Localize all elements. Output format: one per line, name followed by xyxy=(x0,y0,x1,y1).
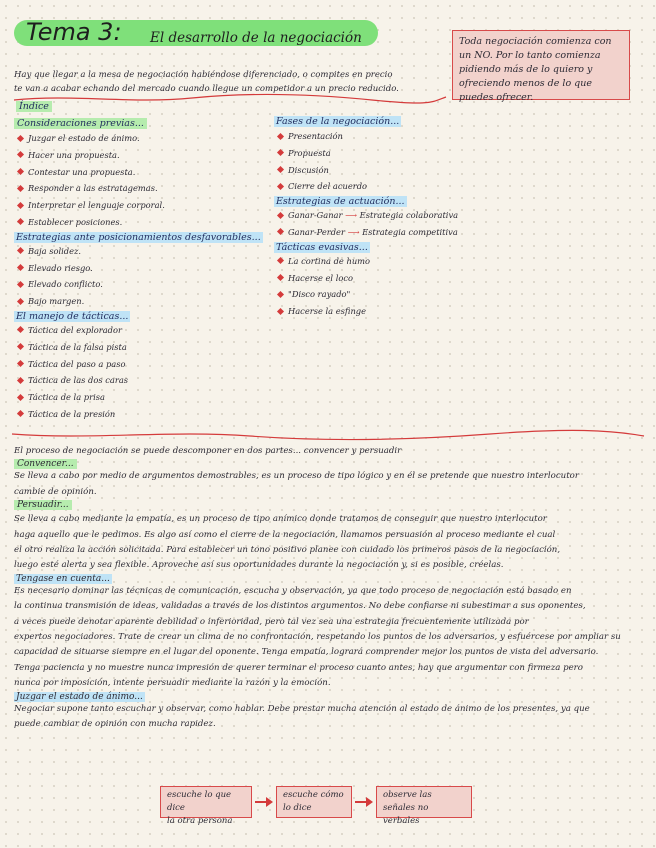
bullet-icon xyxy=(17,247,24,254)
bullet-icon xyxy=(17,377,24,384)
text-line: Se lleva a cabo por medio de argumentos demostrables, es un proceso de tipo lógico y en él se pretende que nuestro interlocutor xyxy=(14,471,579,482)
list-item: "Disco rayado" xyxy=(274,286,514,303)
list-item: Táctica del explorador xyxy=(14,322,264,339)
intro-line: Hay que llegar a la mesa de negociación habiéndose diferenciado, o compites en precio xyxy=(14,70,393,80)
list-item: Cierre del acuerdo xyxy=(274,178,514,195)
text-line: Negociar supone tanto escuchar y observar, como hablar. Debe prestar mucha atención al estado de ánimo de los presentes, ya que xyxy=(14,703,590,714)
list-item: Presentación xyxy=(274,128,514,145)
bullet-icon xyxy=(17,326,24,333)
list-item: Táctica de la prisa xyxy=(14,389,264,406)
wavy-divider xyxy=(12,92,448,106)
arrow-right-icon xyxy=(354,796,374,808)
list-item: Baja solidez. xyxy=(14,243,264,260)
bullet-icon xyxy=(17,134,24,141)
bullet-icon xyxy=(277,228,284,235)
section-heading: Consideraciones previas... xyxy=(14,118,264,129)
block-heading: Convencer... xyxy=(14,459,640,469)
text-line: Se lleva a cabo mediante la empatía, es un proceso de tipo anímico donde tratamos de conseguir que nuestro interlocutor xyxy=(14,514,547,525)
text-line: Es necesario dominar las técnicas de comunicación, escucha y observación, ya que todo proceso de negociación está basado en xyxy=(14,585,572,596)
list-item: Bajo margen. xyxy=(14,293,264,310)
list-item: Hacerse la esfinge xyxy=(274,303,514,320)
text-line: a veces puede denotar aparente debilidad o inferioridad, pero tal vez sea una estrategia frecuentemente utilizada por xyxy=(14,616,529,627)
list-item: Discusión xyxy=(274,162,514,179)
body-intro-line: El proceso de negociación se puede descomponer en dos partes... convencer y persuadir xyxy=(14,446,402,456)
text-line: capacidad de situarse siempre en el lugar del oponente. Tenga empatía, logrará comprender mejor los puntos de vista del adversario. xyxy=(14,647,599,658)
text-line: luego esté alerta y sea flexible. Aproveche así sus oportunidades durante la negociación y, si es posible, créelas. xyxy=(14,560,504,571)
list-item: Ganar-Perder ⟶ Estrategia competitiva xyxy=(274,224,514,241)
bullet-list xyxy=(14,322,264,423)
block-text xyxy=(14,512,640,574)
list-item: Propuesta xyxy=(274,145,514,162)
text-line: expertos negociadores. Trate de crear un clima de no confrontación, respetando los puntos de los adversarios, y esfuércese por ampliar su xyxy=(14,632,621,643)
flow-step-observe: observe las señales no verbales xyxy=(376,786,472,818)
bullet-icon xyxy=(277,166,284,173)
list-item: Elevado riesgo. xyxy=(14,260,264,277)
text-line: el otro realiza la acción solicitada. Para establecer un tono positivo planee con cuidado los primeros pasos de la negociación, xyxy=(14,545,561,556)
bullet-icon xyxy=(17,264,24,271)
bullet-icon xyxy=(277,291,284,298)
section-heading: Fases de la negociación... xyxy=(276,116,400,127)
page-title: Tema 3: xyxy=(26,18,122,46)
list-item: Ganar-Ganar ⟶ Estrategia colaborativa xyxy=(274,207,514,224)
section-heading: Tácticas evasivas... xyxy=(276,241,368,253)
text-line: puede cambiar de opinión con mucha rapidez. xyxy=(14,719,216,730)
text-line: Tenga paciencia y no muestre nunca impresión de querer terminar el proceso cuanto antes, hay que argumentar con firmeza pero xyxy=(14,662,583,673)
bullet-icon xyxy=(277,183,284,190)
block-heading: Tengase en cuenta... xyxy=(16,573,110,584)
block-heading: Persuadir... xyxy=(14,500,640,510)
bullet-icon xyxy=(277,132,284,139)
list-item: Interpretar el lenguaje corporal. xyxy=(14,197,264,214)
list-item: Táctica de las dos caras xyxy=(14,372,264,389)
list-item: Táctica de la falsa pista xyxy=(14,339,264,356)
bullet-icon xyxy=(277,274,284,281)
block-heading: Juzgar el estado de ánimo... xyxy=(16,691,143,702)
section-heading: Estrategias ante posicionamientos desfavorables... xyxy=(16,231,261,243)
section-heading: Estrategias de actuación... xyxy=(276,196,405,208)
text-line: la continua transmisión de ideas, validadas a través de los distintos argumentos. No debe confiarse ni subestimar a sus oponentes, xyxy=(14,601,586,612)
bullet-icon xyxy=(17,151,24,158)
list-item: Responder a las estratagemas. xyxy=(14,180,264,197)
bullet-icon xyxy=(17,202,24,209)
bullet-icon xyxy=(17,185,24,192)
arrow-icon: ⟶ xyxy=(345,210,358,221)
index-right-column xyxy=(274,116,514,320)
list-item: Hacerse el loco xyxy=(274,270,514,287)
list-item: Táctica del paso a paso xyxy=(14,356,264,373)
bullet-list xyxy=(274,128,514,195)
index-label: Índice xyxy=(16,101,52,112)
flow-step-how: escuche cómo lo dice xyxy=(276,786,352,818)
block-text xyxy=(14,469,640,500)
bullet-icon xyxy=(17,394,24,401)
arrow-icon: ⟶ xyxy=(347,226,360,237)
block-text xyxy=(14,584,640,692)
intro-line: te van a acabar echando del mercado cuando llegue un competidor a un precio reducido. xyxy=(14,84,399,94)
text-line: cambie de opinión. xyxy=(14,486,97,497)
flow-step-listen: escuche lo que dice la otra persona xyxy=(160,786,252,818)
bullet-icon xyxy=(277,308,284,315)
bullet-list xyxy=(274,207,514,241)
bullet-icon xyxy=(17,168,24,175)
arrow-right-icon xyxy=(254,796,274,808)
body-section xyxy=(14,444,640,733)
text-line: haga aquello que le pedimos. Es algo así como el cierre de la negociación, llamamos persuasión al proceso mediante el cual xyxy=(14,529,556,540)
text-line: nunca por imposición, intente persuadir mediante la razón y la emoción. xyxy=(14,678,331,689)
list-item: La cortina de humo xyxy=(274,253,514,270)
bullet-icon xyxy=(17,298,24,305)
bullet-icon xyxy=(17,343,24,350)
bullet-icon xyxy=(17,360,24,367)
note-box: Toda negociación comienza con un NO. Por lo tanto comienza pidiendo más de lo quiero y ofreciendo menos de lo que puedes ofrecer. xyxy=(452,30,630,100)
index-left-column xyxy=(14,118,264,423)
list-item: Juzgar el estado de ánimo. xyxy=(14,130,264,147)
page-subtitle: El desarrollo de la negociación xyxy=(150,30,362,46)
bullet-icon xyxy=(277,257,284,264)
wavy-divider xyxy=(10,428,646,442)
bullet-list xyxy=(14,130,264,231)
list-item: Establecer posiciones. xyxy=(14,214,264,231)
block-text xyxy=(14,702,640,733)
index-heading xyxy=(16,101,52,112)
list-item: Elevado conflicto. xyxy=(14,276,264,293)
list-item: Hacer una propuesta. xyxy=(14,147,264,164)
section-heading: El manejo de tácticas... xyxy=(16,310,129,322)
bullet-icon xyxy=(17,218,24,225)
list-item: Táctica de la presión xyxy=(14,406,264,423)
bullet-icon xyxy=(17,410,24,417)
bullet-list xyxy=(274,253,514,320)
bullet-icon xyxy=(277,149,284,156)
bullet-icon xyxy=(17,281,24,288)
list-item: Contestar una propuesta. xyxy=(14,164,264,181)
bullet-icon xyxy=(277,212,284,219)
bullet-list xyxy=(14,243,264,310)
